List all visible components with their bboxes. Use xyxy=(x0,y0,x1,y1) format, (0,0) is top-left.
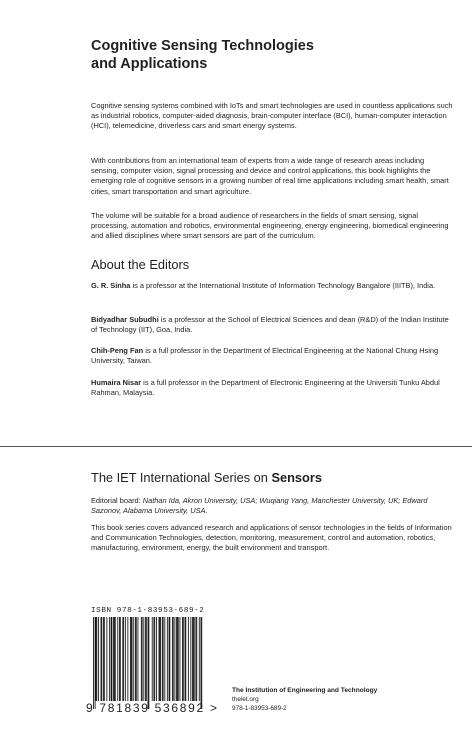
barcode-bar xyxy=(196,617,197,701)
publisher-name: The Institution of Engineering and Technology xyxy=(232,687,378,694)
barcode-bar xyxy=(180,617,181,701)
isbn-barcode xyxy=(91,617,206,709)
series-topic: Sensors xyxy=(271,470,322,485)
barcode-bar xyxy=(125,617,126,701)
book-title-line-2: and Applications xyxy=(91,56,208,72)
barcode-bar xyxy=(201,617,202,709)
editor-name: Humaira Nisar xyxy=(91,378,142,387)
barcode-bar xyxy=(113,617,114,701)
editor-name: Chih-Peng Fan xyxy=(91,346,144,355)
editor-entry xyxy=(91,281,453,291)
barcode-bar xyxy=(130,617,131,701)
editor-name: G. R. Sinha xyxy=(91,281,131,290)
barcode-bar xyxy=(103,617,104,701)
editor-bio: is a professor at the International Institute of Information Technology Bangalore (IIITB), India. xyxy=(130,281,436,290)
barcode-bar xyxy=(133,617,134,701)
barcode-bar xyxy=(201,617,202,709)
barcode-bar xyxy=(169,617,170,701)
barcode-bar xyxy=(160,617,161,701)
editorial-board-members: Nathan Ida, Akron University, USA; Wuqiang Yang, Manchester University, UK; Edward Sazonov, Alabama University, USA. xyxy=(91,496,428,516)
editorial-board-label: Editorial board: xyxy=(91,496,143,505)
barcode-bar xyxy=(154,617,155,701)
barcode-bar xyxy=(123,617,124,701)
barcode-bar xyxy=(193,617,194,701)
barcode-bar xyxy=(190,617,191,701)
description-paragraph-3: The volume will be suitable for a broad audience of researchers in the fields of smart sensing, signal processing, automation and robotics, environmental engineering, energy engineering, biomedical engineering and allied disciplines where smart sensors are part of the curriculum. xyxy=(91,211,449,241)
isbn-text: ISBN 978-1-83953-689-2 xyxy=(91,607,205,615)
description-paragraph-1: Cognitive sensing systems combined with IoTs and smart technologies are used in countless applications such as industrial robotics, computer-aided diagnosis, brain-computer interface (BCI), human-computer interaction (HCI), telemedicine, driverless cars and smart energy systems. xyxy=(91,101,453,131)
barcode-bar xyxy=(111,617,112,701)
barcode-bar xyxy=(146,617,147,701)
barcode-bar xyxy=(132,617,133,701)
barcode-bar xyxy=(93,617,94,709)
section-divider xyxy=(0,446,472,447)
barcode-bar xyxy=(141,617,142,701)
barcode-bar xyxy=(183,617,184,701)
barcode-bar xyxy=(194,617,195,701)
barcode-bar xyxy=(173,617,174,701)
book-title-line-1: Cognitive Sensing Technologies xyxy=(91,38,314,54)
editor-bio: is a professor at the School of Electrical Sciences and dean (R&D) of the Indian Institute of Technology (IIT), Goa, India. xyxy=(91,315,449,335)
barcode-bar xyxy=(148,617,149,709)
barcode-bar xyxy=(159,617,160,701)
barcode-bar xyxy=(96,617,97,701)
series-prefix: The IET International Series on xyxy=(91,470,272,485)
barcode-bar xyxy=(142,617,143,701)
editor-name: Bidyadhar Subudhi xyxy=(91,315,159,324)
editor-entry xyxy=(91,315,453,335)
barcode-bar xyxy=(162,617,163,701)
barcode-bar xyxy=(172,617,173,701)
description-paragraph-2: With contributions from an international team of experts from a wide range of research areas including sensing, computer vision, signal processing and device and control applications, this book highlights the emerging role of cognitive sensors in a growing number of real time applications including smart health, smart cities, smart transportation and smart agriculture. xyxy=(91,156,449,196)
barcode-bar xyxy=(148,617,149,709)
publisher-website: theiet.org xyxy=(232,696,259,703)
book-title xyxy=(91,37,411,73)
barcode-bar xyxy=(127,617,128,701)
barcode-bar xyxy=(131,617,132,701)
barcode-digits: 9 781839 536892 > xyxy=(86,701,219,715)
publisher-block xyxy=(232,686,377,713)
barcode-bar xyxy=(120,617,121,701)
barcode-bar xyxy=(122,617,123,701)
barcode-bar xyxy=(177,617,178,701)
editor-entry xyxy=(91,346,453,366)
barcode-bar xyxy=(119,617,120,701)
barcode-bar xyxy=(182,617,183,701)
barcode-bar xyxy=(156,617,157,701)
barcode-bar xyxy=(106,617,107,701)
barcode-bar xyxy=(185,617,186,701)
barcode-bar xyxy=(164,617,165,701)
editorial-board xyxy=(91,496,453,516)
editor-entry xyxy=(91,378,453,398)
barcode-bar xyxy=(104,617,105,701)
barcode-bar xyxy=(159,617,160,701)
barcode-bar xyxy=(101,617,102,701)
barcode-bar xyxy=(185,617,186,701)
barcode-bar xyxy=(136,617,137,701)
barcode-bar xyxy=(174,617,175,701)
barcode-bar xyxy=(145,617,146,701)
barcode-bar xyxy=(176,617,177,701)
barcode-bar xyxy=(199,617,200,701)
barcode-bar xyxy=(192,617,193,701)
barcode-bar xyxy=(96,617,97,701)
series-description: This book series covers advanced research and applications of sensor technologies in the fields of Information and Communication Technologies, detection, monitoring, measurement, control and automation, robotics, manufacturing, environment, energy, the built environment and transport. xyxy=(91,523,452,553)
barcode-bar xyxy=(95,617,96,709)
barcode-bar xyxy=(169,617,170,701)
barcode-bar xyxy=(138,617,139,701)
barcode-bar xyxy=(111,617,112,701)
editors-heading: About the Editors xyxy=(91,257,190,272)
barcode-bar xyxy=(188,617,189,701)
barcode-bar xyxy=(153,617,154,701)
barcode-bar xyxy=(163,617,164,701)
series-heading xyxy=(91,470,322,485)
publisher-isbn: 978-1-83953-689-2 xyxy=(232,705,287,712)
barcode-bar xyxy=(167,617,168,701)
barcode-bar xyxy=(109,617,110,701)
barcode-bar xyxy=(101,617,102,701)
barcode-bar xyxy=(195,617,196,701)
barcode-bar xyxy=(115,617,116,701)
barcode-bar xyxy=(114,617,115,701)
barcode-bar xyxy=(135,617,136,701)
editor-bio: is a full professor in the Department of Electronic Engineering at the Universiti Tunku Abdul Rahman, Malaysia. xyxy=(91,378,440,398)
barcode-bar xyxy=(117,617,118,701)
barcode-bar xyxy=(178,617,179,701)
editor-bio: is a full professor in the Department of Electrical Engineering at the National Chung Hsing University, Taiwan. xyxy=(91,346,439,366)
barcode-bar xyxy=(152,617,153,701)
barcode-bar xyxy=(98,617,99,701)
barcode-bar xyxy=(143,617,144,701)
